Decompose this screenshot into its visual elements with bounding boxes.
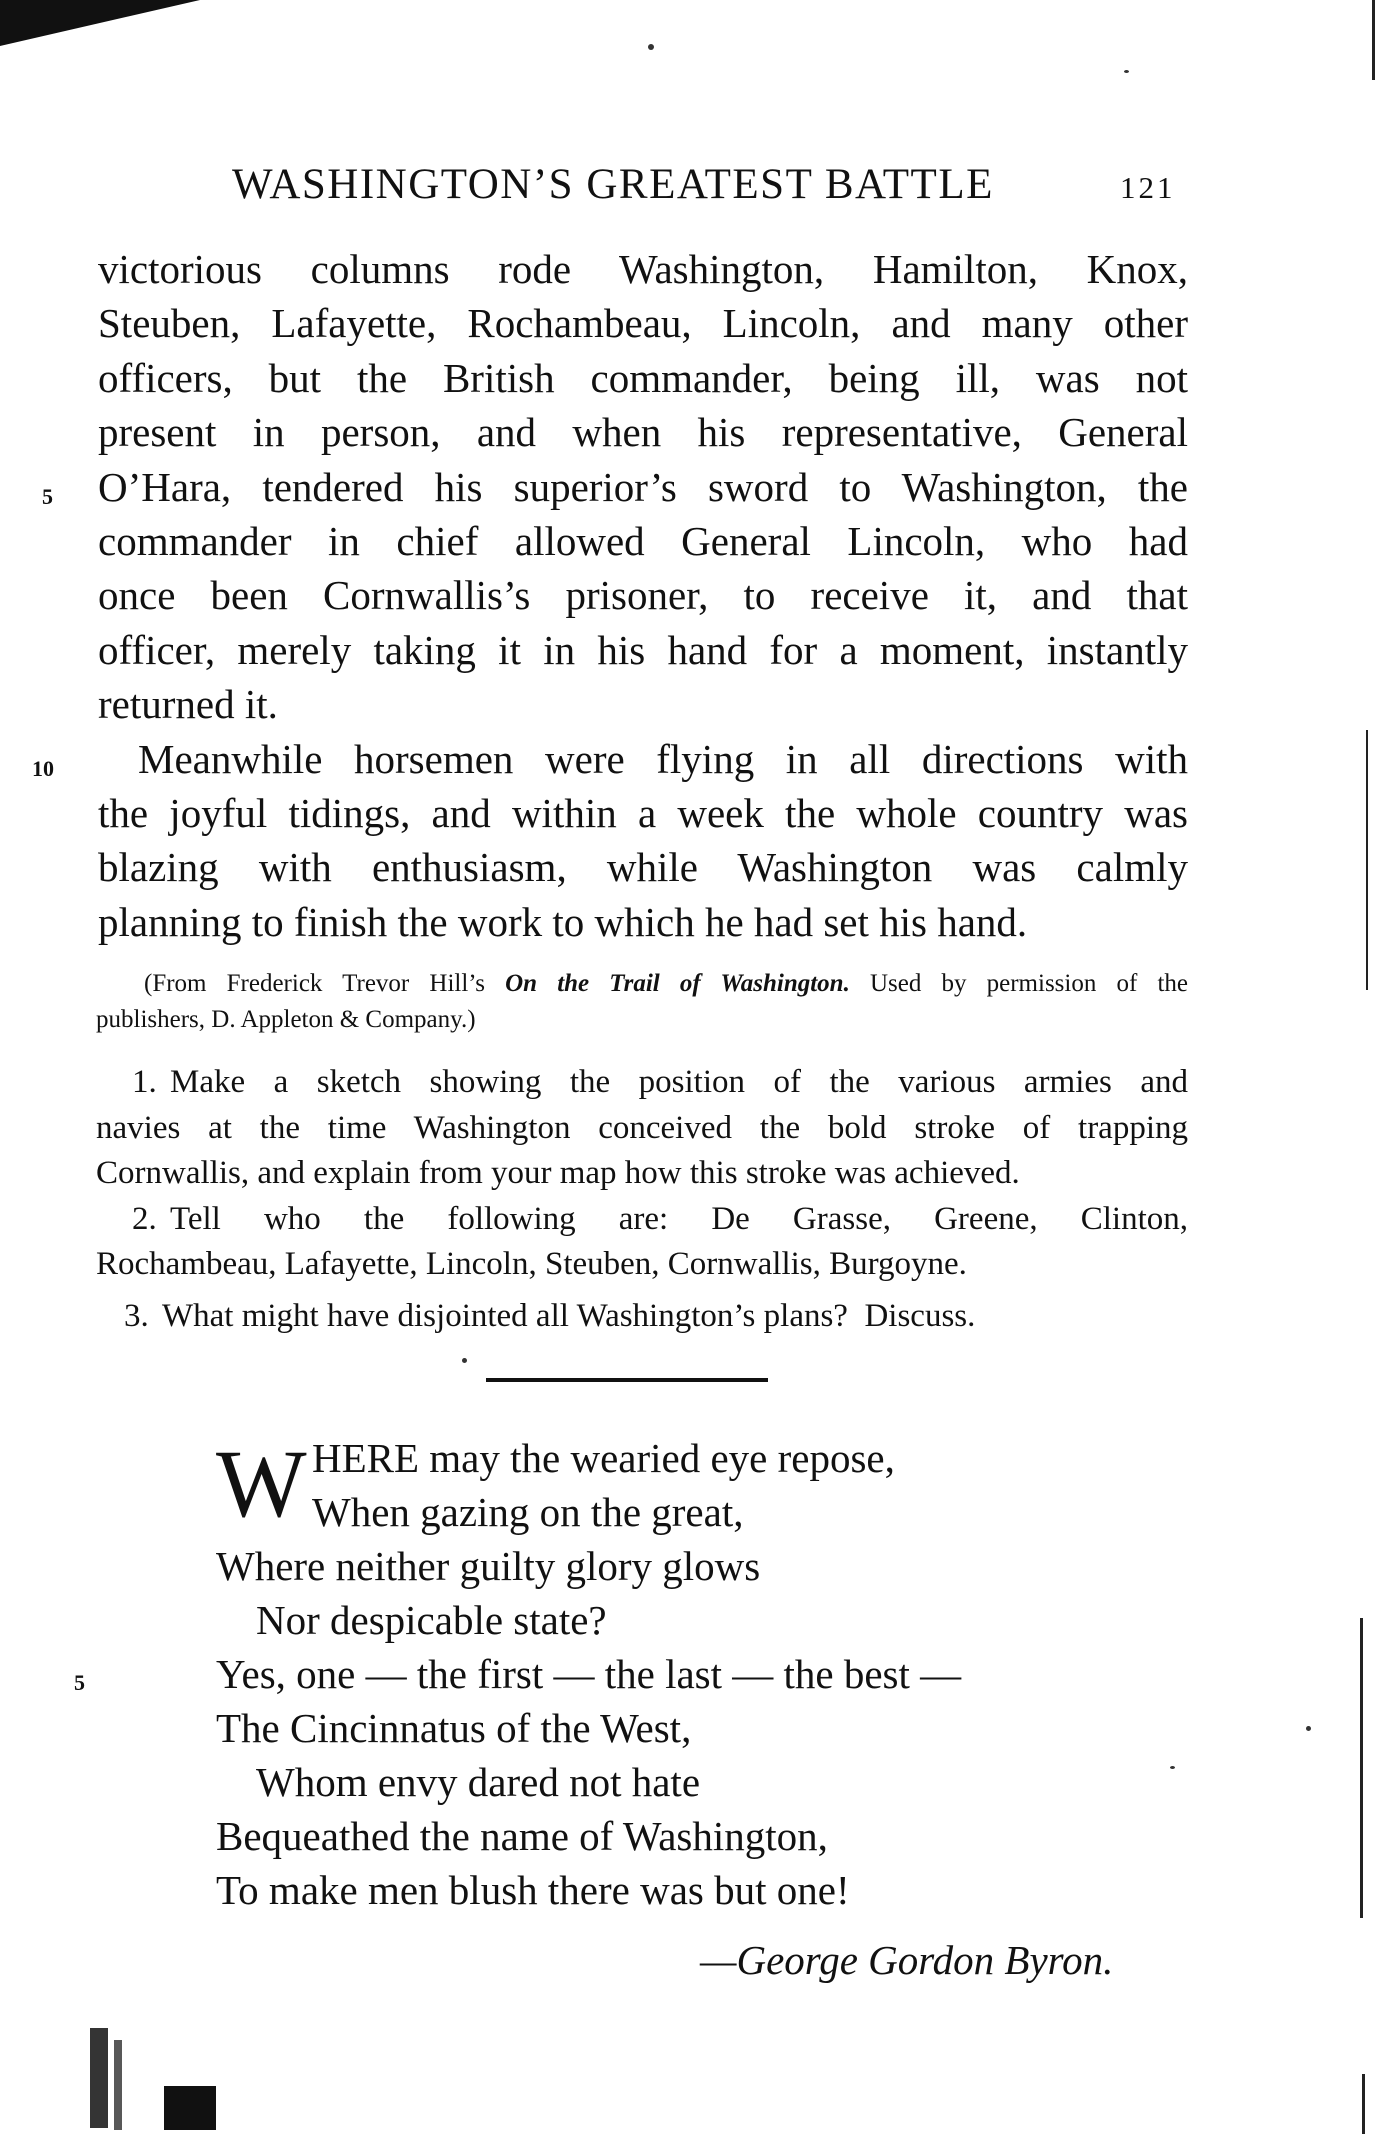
- question-number: 2.: [132, 1200, 157, 1237]
- prose-line: blazing with enthusiasm, while Washington was calmly: [98, 844, 1188, 891]
- line-number: 10: [32, 756, 54, 781]
- prose-line: officers, but the British commander, being ill, was not: [98, 354, 1188, 401]
- question-line: Rochambeau, Lafayette, Lincoln, Steuben, Cornwallis, Burgoyne.: [96, 1246, 967, 1282]
- prose-line: the joyful tidings, and within a week the whole country was: [98, 789, 1188, 836]
- poem-line: To make men blush there was but one!: [216, 1867, 850, 1913]
- source-note-open: (From Frederick Trevor Hill’s: [144, 970, 485, 997]
- prose-body: [32, 242, 1188, 949]
- scan-speck: [462, 1358, 467, 1363]
- poem-line: Whom envy dared not hate: [256, 1759, 701, 1805]
- drop-cap: W: [216, 1430, 307, 1537]
- line-number: 5: [42, 484, 53, 509]
- scan-edge-line: [1372, 0, 1375, 80]
- question-text: Tell who the following are: De Grasse, Greene, Clinton,: [170, 1200, 1188, 1237]
- running-head-title: WASHINGTON’S GREATEST BATTLE: [232, 161, 994, 208]
- scan-speck: [648, 44, 654, 50]
- question-3: [124, 1294, 975, 1340]
- section-divider: [486, 1378, 768, 1382]
- question-line: Cornwallis, and explain from your map how this stroke was achieved.: [96, 1155, 1020, 1191]
- scan-blot: [114, 2040, 122, 2130]
- poem-line: Yes, one — the first — the last — the best —: [216, 1651, 962, 1697]
- scan-edge-line: [1362, 2074, 1365, 2134]
- poem-line: Bequeathed the name of Washington,: [216, 1813, 828, 1859]
- prose-line: returned it.: [98, 681, 278, 728]
- scan-blot: [90, 2028, 108, 2128]
- poem-attribution: —George Gordon Byron.: [700, 1937, 1114, 1983]
- poem-line: The Cincinnatus of the West,: [216, 1705, 692, 1751]
- prose-line: victorious columns rode Washington, Hamilton, Knox,: [98, 246, 1188, 292]
- prose-line: Steuben, Lafayette, Rochambeau, Lincoln, and many other: [98, 300, 1188, 347]
- page-number: 121: [1120, 170, 1176, 205]
- scan-corner-mark: [0, 0, 200, 46]
- poem-line: Where neither guilty glory glows: [216, 1543, 761, 1589]
- source-note: [96, 966, 1188, 1038]
- scan-blot: [164, 2086, 216, 2130]
- scan-edge-line: [1366, 730, 1368, 990]
- prose-line: present in person, and when his representative, General: [98, 409, 1188, 456]
- source-note-permission: Used by permission of the: [869, 970, 1188, 997]
- question-number: 1.: [132, 1064, 157, 1100]
- line-number: 5: [74, 1670, 85, 1695]
- prose-line: planning to finish the work to which he had set his hand.: [98, 898, 1028, 945]
- poem-line: Nor despicable state?: [256, 1597, 607, 1643]
- question-discuss: Discuss.: [864, 1298, 976, 1334]
- source-note-line: [96, 966, 1188, 1002]
- poem-line: HERE may the wearied eye repose,: [312, 1435, 895, 1481]
- poem-line: When gazing on the great,: [312, 1489, 744, 1535]
- question-2: [96, 1197, 1188, 1243]
- prose-line: O’Hara, tendered his superior’s sword to Washington, the: [98, 463, 1188, 510]
- scan-speck: [1170, 1766, 1175, 1769]
- study-questions: [96, 1060, 1188, 1334]
- question-text: What might have disjointed all Washington’s plans?: [162, 1298, 848, 1334]
- source-book-title: On the Trail of Washington.: [505, 970, 850, 997]
- question-1: [96, 1060, 1188, 1106]
- running-head: [0, 160, 1378, 220]
- prose-line: commander in chief allowed General Lincoln, who had: [98, 517, 1188, 564]
- prose-line: Meanwhile horsemen were flying in all directions with: [138, 735, 1188, 782]
- source-note-line: publishers, D. Appleton & Company.): [96, 1006, 476, 1033]
- scan-speck: [1124, 70, 1129, 73]
- scan-edge-line: [1360, 1618, 1363, 1918]
- question-line: navies at the time Washington conceived the bold stroke of trapping: [96, 1109, 1188, 1146]
- question-number: 3.: [124, 1298, 149, 1334]
- prose-line: once been Cornwallis’s prisoner, to receive it, and that: [98, 572, 1188, 619]
- prose-line: officer, merely taking it in his hand for a moment, instantly: [98, 626, 1188, 673]
- scan-speck: [1306, 1726, 1311, 1731]
- question-text: Make a sketch showing the position of the various armies and: [170, 1064, 1188, 1100]
